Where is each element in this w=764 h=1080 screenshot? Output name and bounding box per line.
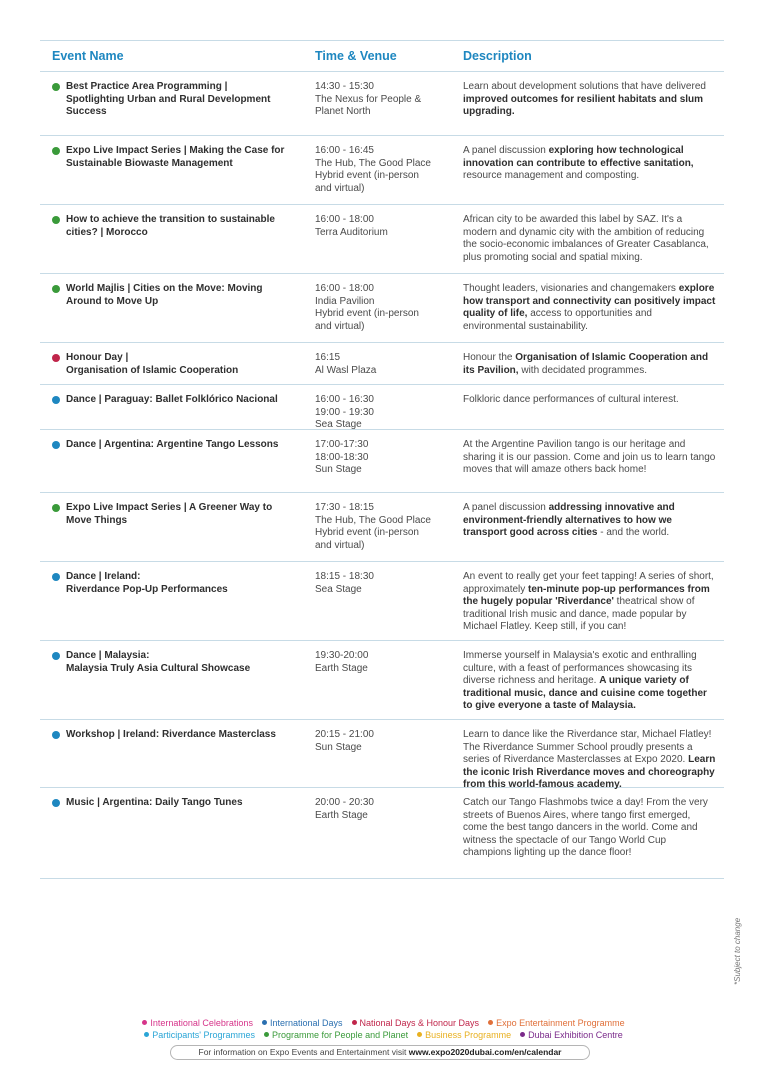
- time-venue-line: Sun Stage: [315, 464, 362, 476]
- time-venue-line: Hybrid event (in-person: [315, 308, 419, 320]
- time-venue-line: 17:00-17:30: [315, 439, 369, 450]
- description-highlight: exploring how technological innovation can contribute to effective sanitation,: [463, 145, 694, 169]
- description-text: A panel discussion: [463, 145, 549, 156]
- table-body: [40, 72, 724, 879]
- legend-dot-icon: [262, 1020, 267, 1025]
- time-venue-line: 17:30 - 18:15: [315, 502, 374, 513]
- table-row: [40, 136, 724, 205]
- time-venue: [300, 571, 450, 640]
- legend-dot-icon: [142, 1020, 147, 1025]
- time-venue-line: and virtual): [315, 182, 365, 194]
- events-table: [40, 40, 724, 879]
- event-description: [450, 502, 724, 561]
- table-row: [40, 430, 724, 493]
- legend-label: Participants' Programmes: [152, 1030, 256, 1040]
- table-row: [40, 343, 724, 385]
- time-venue-line: 16:00 - 16:45: [315, 145, 374, 156]
- time-venue-line: 14:30 - 15:30: [315, 81, 374, 92]
- event-name-line: Dance | Argentina: Argentine Tango Lessons: [66, 439, 279, 450]
- time-venue-line: 16:00 - 16:30: [315, 394, 374, 405]
- time-venue: [300, 502, 450, 561]
- event-name-line: Organisation of Islamic Cooperation: [66, 364, 239, 376]
- legend-dot-icon: [488, 1020, 493, 1025]
- time-venue-line: Sea Stage: [315, 419, 362, 431]
- description-text: An event to really get your feet tapping! A series of short, approximately: [463, 571, 714, 595]
- time-venue-line: 18:15 - 18:30: [315, 571, 374, 582]
- description-highlight: explore how transport and connectivity can positively impact quality of life,: [463, 283, 716, 320]
- category-dot-icon: [52, 83, 60, 91]
- description-highlight: ten-minute pop-up performances from the hugely popular 'Riverdance': [463, 583, 710, 608]
- footer-text: For information on Expo Events and Entertainment visit: [198, 1047, 409, 1057]
- legend-item: [139, 1018, 253, 1028]
- table-row: [40, 562, 724, 641]
- event-name: [66, 571, 228, 640]
- time-venue-line: Earth Stage: [315, 662, 368, 674]
- time-venue-line: India Pavilion: [315, 295, 375, 307]
- event-name: [66, 729, 276, 787]
- table-row: [40, 641, 724, 720]
- event-name-line: Workshop | Ireland: Riverdance Masterclass: [66, 729, 276, 740]
- category-dot-icon: [52, 731, 60, 739]
- legend-label: Dubai Exhibition Centre: [528, 1030, 623, 1040]
- event-name: [66, 650, 250, 719]
- footer-url[interactable]: www.expo2020dubai.com/en/calendar: [408, 1047, 562, 1057]
- description-text: Folkloric dance performances of cultural interest.: [463, 394, 679, 405]
- event-name: [66, 214, 275, 273]
- event-name: [66, 283, 263, 342]
- legend-item: [485, 1018, 625, 1028]
- category-dot-icon: [52, 799, 60, 807]
- time-venue: [300, 394, 450, 429]
- table-row: [40, 72, 724, 136]
- time-venue-line: 20:15 - 21:00: [315, 729, 374, 740]
- event-name-line: Dance | Paraguay: Ballet Folklórico Nacional: [66, 394, 278, 405]
- event-name-line: Dance | Ireland:: [66, 571, 141, 582]
- time-venue-line: 20:00 - 20:30: [315, 797, 374, 808]
- time-venue-line: Earth Stage: [315, 809, 368, 821]
- event-description: [450, 352, 724, 384]
- legend-label: Programme for People and Planet: [272, 1030, 409, 1040]
- event-description: [450, 571, 724, 640]
- description-text: Thought leaders, visionaries and changemakers: [463, 283, 679, 294]
- time-venue: [300, 797, 450, 878]
- footer-info: [170, 1045, 590, 1060]
- event-description: [450, 439, 724, 492]
- event-name-line: Move Things: [66, 514, 128, 526]
- description-text: Honour the: [463, 352, 516, 363]
- category-dot-icon: [52, 216, 60, 224]
- event-name-line: Malaysia Truly Asia Cultural Showcase: [66, 662, 251, 674]
- header-time-venue: Time & Venue: [315, 49, 397, 63]
- event-description: [450, 650, 724, 719]
- description-text: with decidated programmes.: [518, 364, 647, 376]
- category-dot-icon: [52, 504, 60, 512]
- legend-dot-icon: [520, 1032, 525, 1037]
- event-name: [66, 439, 278, 492]
- description-text: African city to be awarded this label by SAZ. It's a modern and dynamic city with the ambition of reducing the socio-economic imbalances of Greater Casablanca, plus promoting social and spatial mixing.: [463, 214, 709, 263]
- category-dot-icon: [52, 396, 60, 404]
- category-dot-icon: [52, 354, 60, 362]
- legend-item: [414, 1030, 511, 1040]
- description-text: resource management and composting.: [463, 170, 640, 182]
- event-description: [450, 729, 724, 791]
- time-venue-line: Hybrid event (in-person: [315, 527, 419, 539]
- time-venue-line: 16:00 - 18:00: [315, 214, 374, 225]
- description-highlight: A unique variety of traditional music, dance and cuisine come together to give everyone a taste of Malaysia.: [463, 675, 707, 712]
- legend-dot-icon: [352, 1020, 357, 1025]
- event-name-line: Riverdance Pop-Up Performances: [66, 583, 228, 595]
- time-venue-line: 16:15: [315, 352, 341, 363]
- time-venue-line: Al Wasl Plaza: [315, 364, 377, 376]
- category-dot-icon: [52, 573, 60, 581]
- event-name-line: World Majlis | Cities on the Move: Moving: [66, 283, 263, 294]
- time-venue: [300, 352, 450, 384]
- legend-dot-icon: [417, 1032, 422, 1037]
- legend-line-2: [0, 1030, 764, 1040]
- time-venue-line: 19:00 - 19:30: [315, 406, 374, 418]
- time-venue: [300, 145, 450, 204]
- description-text: Learn about development solutions that have delivered: [463, 81, 706, 92]
- event-description: [450, 797, 724, 878]
- description-text: Catch our Tango Flashmobs twice a day! From the very streets of Buenos Aires, where tango first emerged, come the best tango dancers in the world. Come and witness the spectacle of our Tango World Cup champions lighting up the dance floor!: [463, 797, 708, 859]
- table-row: [40, 274, 724, 343]
- event-name: [66, 352, 238, 384]
- description-text: Immerse yourself in Malaysia's exotic and enthralling culture, with a feast of performances showcasing its diverse richness and heritage.: [463, 650, 697, 687]
- time-venue-line: 18:00-18:30: [315, 451, 369, 463]
- time-venue-line: The Hub, The Good Place: [315, 157, 431, 169]
- event-name: [66, 797, 243, 878]
- time-venue: [300, 81, 450, 135]
- time-venue-line: Planet North: [315, 106, 371, 118]
- category-dot-icon: [52, 285, 60, 293]
- event-name-line: cities? | Morocco: [66, 226, 148, 238]
- header-event-name: Event Name: [52, 49, 124, 63]
- legend-label: Business Programme: [425, 1030, 512, 1040]
- description-text: - and the world.: [597, 527, 670, 539]
- event-name-line: How to achieve the transition to sustainable: [66, 214, 275, 225]
- event-name-line: Expo Live Impact Series | A Greener Way to: [66, 502, 273, 513]
- legend-dot-icon: [264, 1032, 269, 1037]
- description-text: A panel discussion: [463, 502, 549, 513]
- category-dot-icon: [52, 441, 60, 449]
- table-row: [40, 493, 724, 562]
- time-venue-line: and virtual): [315, 539, 365, 551]
- legend-item: [261, 1030, 408, 1040]
- subject-to-change-note: *Subject to change: [733, 917, 742, 985]
- event-name-line: Best Practice Area Programming |: [66, 81, 228, 92]
- event-name-line: Success: [66, 106, 107, 118]
- event-name: [66, 145, 284, 204]
- table-row: [40, 205, 724, 274]
- time-venue: [300, 283, 450, 342]
- time-venue: [300, 729, 450, 787]
- legend-item: [259, 1018, 343, 1028]
- event-description: [450, 394, 724, 429]
- event-name-line: Around to Move Up: [66, 295, 159, 307]
- table-row: [40, 720, 724, 791]
- legend-label: International Days: [269, 1018, 343, 1028]
- legend-label: International Celebrations: [150, 1018, 253, 1028]
- legend-dot-icon: [144, 1032, 149, 1037]
- event-name: [66, 81, 270, 135]
- header-description: Description: [463, 49, 532, 63]
- event-name-line: Spotlighting Urban and Rural Development: [66, 93, 271, 105]
- event-name-line: Music | Argentina: Daily Tango Tunes: [66, 797, 243, 808]
- time-venue-line: The Nexus for People &: [315, 93, 422, 105]
- category-dot-icon: [52, 652, 60, 660]
- event-name: [66, 394, 278, 429]
- event-name-line: Sustainable Biowaste Management: [66, 157, 233, 169]
- description-highlight: improved outcomes for resilient habitats and slum upgrading.: [463, 93, 704, 118]
- time-venue-line: 16:00 - 18:00: [315, 283, 374, 294]
- table-row: [40, 788, 724, 879]
- event-name: [66, 502, 272, 561]
- description-highlight: Organisation of Islamic Cooperation and its Pavilion,: [463, 352, 709, 376]
- description-highlight: Learn the iconic Irish Riverdance moves and choreography from this world-famous academy.: [463, 754, 716, 791]
- description-text: access to opportunities and environmental sustainability.: [463, 308, 652, 332]
- time-venue: [300, 439, 450, 492]
- description-text: theatrical show of traditional Irish music and dance, made popular by Michael Flatley. Keep still, if you can!: [463, 596, 695, 633]
- legend-label: National Days & Honour Days: [359, 1018, 480, 1028]
- legend-label: Expo Entertainment Programme: [496, 1018, 625, 1028]
- category-dot-icon: [52, 147, 60, 155]
- legend-line-1: [0, 1018, 764, 1028]
- time-venue: [300, 214, 450, 273]
- time-venue-line: and virtual): [315, 320, 365, 332]
- time-venue-line: Hybrid event (in-person: [315, 170, 419, 182]
- legend-item: [517, 1030, 623, 1040]
- description-text: Learn to dance like the Riverdance star, Michael Flatley! The Riverdance Summer School proudly presents a series of Riverdance Masterclasses at Expo 2020.: [463, 729, 712, 766]
- event-name-line: Expo Live Impact Series | Making the Case for: [66, 145, 285, 156]
- event-description: [450, 81, 724, 135]
- time-venue-line: Sun Stage: [315, 741, 362, 753]
- legend-item: [141, 1030, 255, 1040]
- event-description: [450, 214, 724, 273]
- time-venue-line: Sea Stage: [315, 583, 362, 595]
- table-header: [40, 41, 724, 72]
- time-venue-line: 19:30-20:00: [315, 650, 369, 661]
- time-venue-line: Terra Auditorium: [315, 226, 388, 238]
- event-description: [450, 283, 724, 342]
- description-highlight: addressing innovative and environment-friendly alternatives to how we transport good across cities: [463, 502, 675, 539]
- time-venue: [300, 650, 450, 719]
- time-venue-line: The Hub, The Good Place: [315, 514, 431, 526]
- event-name-line: Honour Day |: [66, 352, 129, 363]
- table-row: [40, 385, 724, 430]
- event-name-line: Dance | Malaysia:: [66, 650, 150, 661]
- legend-item: [349, 1018, 480, 1028]
- event-description: [450, 145, 724, 204]
- description-text: At the Argentine Pavilion tango is our heritage and sharing it is our passion. Come and join us to learn tango moves that will amaze others back home!: [463, 439, 716, 476]
